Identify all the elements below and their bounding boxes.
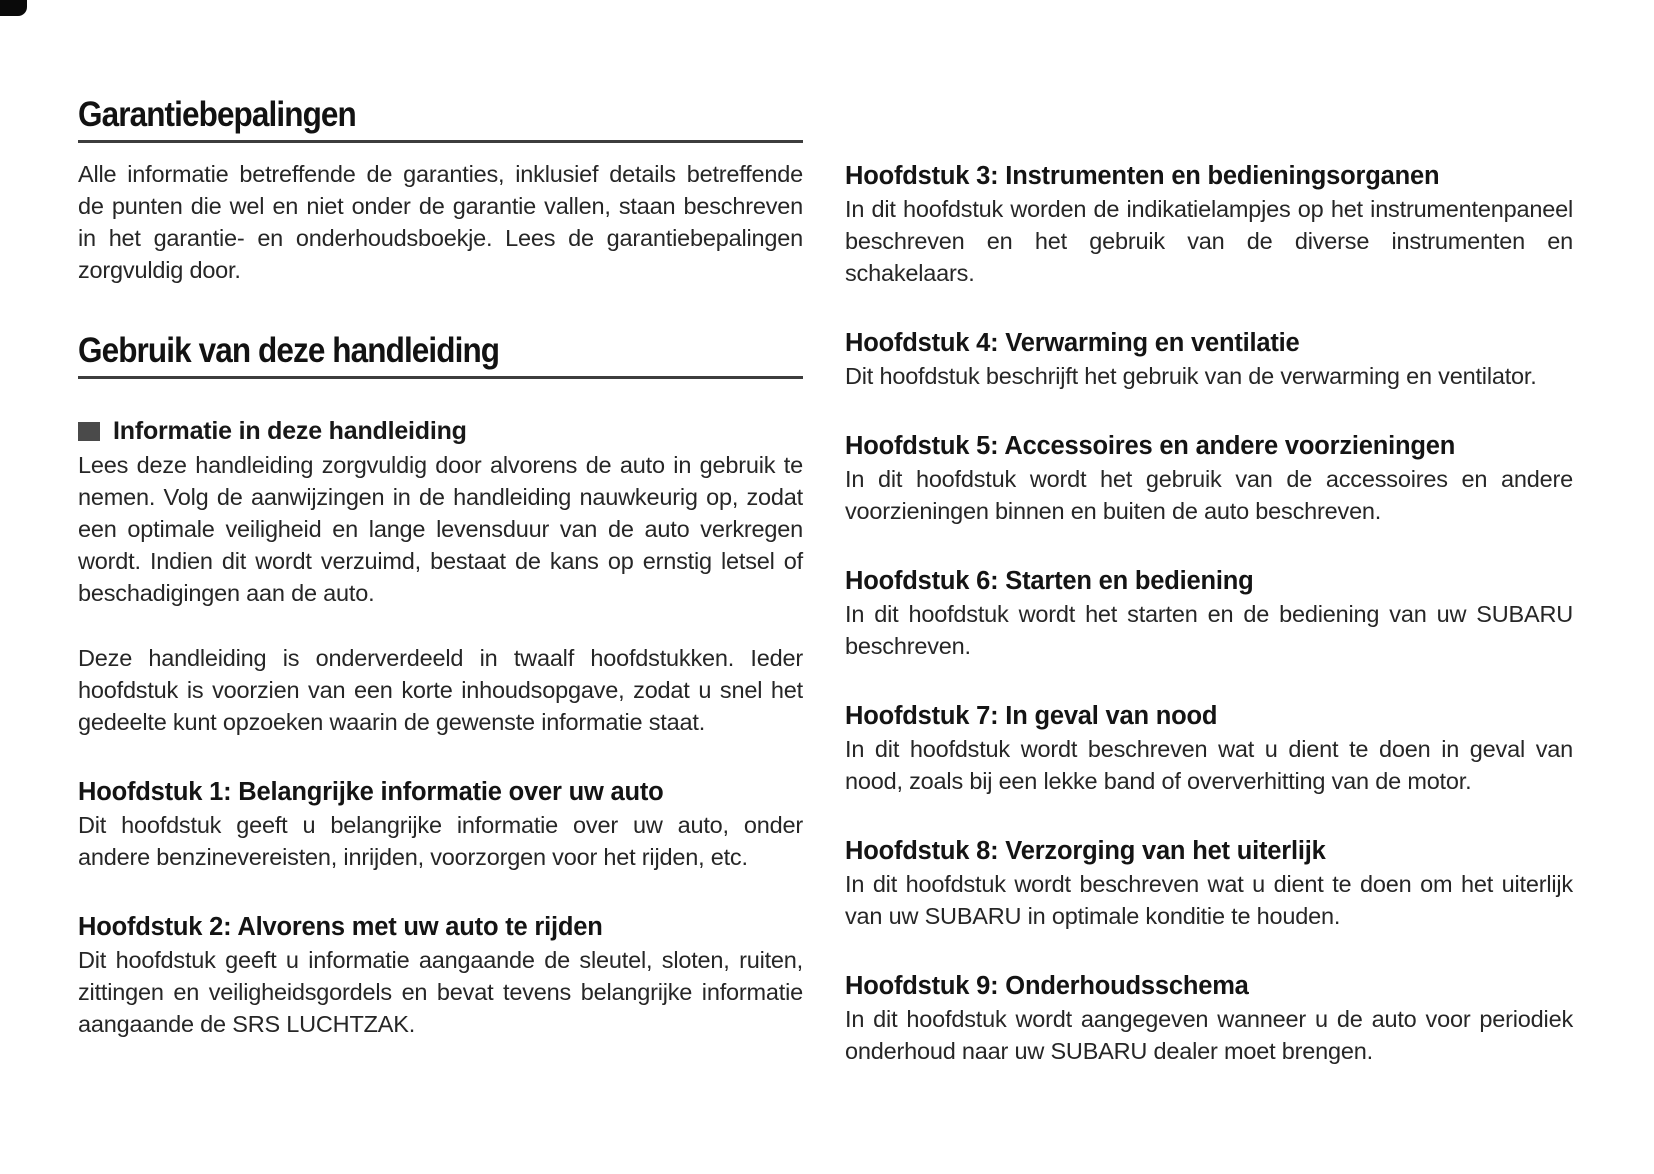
usage-paragraph-2: Deze handleiding is onderverdeeld in twaalf hoofdstukken. Ieder hoofdstuk is voorzien van een korte inhoudsopgave, zodat u snel het gedeelte kunt opzoeken waarin de gewenste informatie staat. [78, 645, 803, 735]
chapter-body: Dit hoofdstuk beschrijft het gebruik van de verwarming en ventilator. [845, 363, 1537, 389]
subsection-heading [78, 416, 803, 446]
chapter-body: In dit hoofdstuk wordt het gebruik van de accessoires en andere voorzieningen binnen en buiten de auto beschreven. [845, 466, 1573, 524]
scan-corner-mark [0, 0, 27, 16]
chapter-entry [845, 430, 1573, 527]
chapter-entry [78, 911, 803, 1040]
chapter-title: Hoofdstuk 1: Belangrijke informatie over uw auto [78, 778, 664, 806]
chapter-body: In dit hoofdstuk wordt aangegeven wanneer u de auto voor periodiek onderhoud naar uw SUBARU dealer moet brengen. [845, 1006, 1573, 1064]
right-column [845, 96, 1573, 1067]
chapter-title: Hoofdstuk 4: Verwarming en ventilatie [845, 329, 1300, 357]
section-rule [78, 376, 803, 379]
chapter-entry [845, 970, 1573, 1067]
chapter-body: In dit hoofdstuk wordt het starten en de bediening van uw SUBARU beschreven. [845, 601, 1573, 659]
left-column [78, 96, 803, 1067]
chapter-body: In dit hoofdstuk wordt beschreven wat u dient te doen om het uiterlijk van uw SUBARU in optimale konditie te houden. [845, 871, 1573, 929]
chapter-body: Dit hoofdstuk geeft u informatie aangaande de sleutel, sloten, ruiten, zittingen en veiligheidsgordels en bevat tevens belangrijke informatie aangaande de SRS LUCHTZAK. [78, 947, 803, 1037]
chapter-title: Hoofdstuk 6: Starten en bediening [845, 567, 1254, 595]
subsection-title: Informatie in deze handleiding [113, 417, 467, 445]
chapter-entry [845, 565, 1573, 662]
chapter-title: Hoofdstuk 8: Verzorging van het uiterlijk [845, 837, 1326, 865]
chapter-entry [845, 160, 1573, 289]
chapter-title: Hoofdstuk 5: Accessoires en andere voorzieningen [845, 432, 1456, 460]
chapter-body: Dit hoofdstuk geeft u belangrijke informatie over uw auto, onder andere benzinevereisten, inrijden, voorzorgen voor het rijden, etc. [78, 812, 803, 870]
chapter-body: In dit hoofdstuk worden de indikatielampjes op het instrumentenpaneel beschreven en het gebruik van de diverse instrumenten en schakelaars. [845, 196, 1573, 286]
chapter-title: Hoofdstuk 9: Onderhoudsschema [845, 972, 1249, 1000]
chapter-entry [845, 327, 1573, 392]
chapter-title: Hoofdstuk 3: Instrumenten en bedieningsorganen [845, 162, 1440, 190]
chapter-title: Hoofdstuk 2: Alvorens met uw auto te rijden [78, 913, 603, 941]
section-title-warranty: Garantiebepalingen [78, 95, 356, 134]
chapter-entry [78, 776, 803, 873]
chapter-title: Hoofdstuk 7: In geval van nood [845, 702, 1218, 730]
warranty-paragraph: Alle informatie betreffende de garanties, inklusief details betreffende de punten die wel en niet onder de garantie vallen, staan beschreven in het garantie- en onderhoudsboekje. Lees de garantiebepalingen zorgvuldig door. [78, 161, 803, 283]
chapter-body: In dit hoofdstuk wordt beschreven wat u dient te doen in geval van nood, zoals bij een lekke band of oververhitting van de motor. [845, 736, 1573, 794]
chapter-entry [845, 700, 1573, 797]
section-title-usage: Gebruik van deze handleiding [78, 331, 500, 370]
section-rule [78, 140, 803, 143]
usage-paragraph-1: Lees deze handleiding zorgvuldig door alvorens de auto in gebruik te nemen. Volg de aanwijzingen in de handleiding nauwkeurig op, zodat een optimale veiligheid en lange levensduur van de auto verkregen wordt. Indien dit wordt verzuimd, bestaat de kans op ernstig letsel of beschadigingen aan de auto. [78, 452, 803, 606]
chapter-entry [845, 835, 1573, 932]
square-bullet-icon [78, 422, 100, 441]
